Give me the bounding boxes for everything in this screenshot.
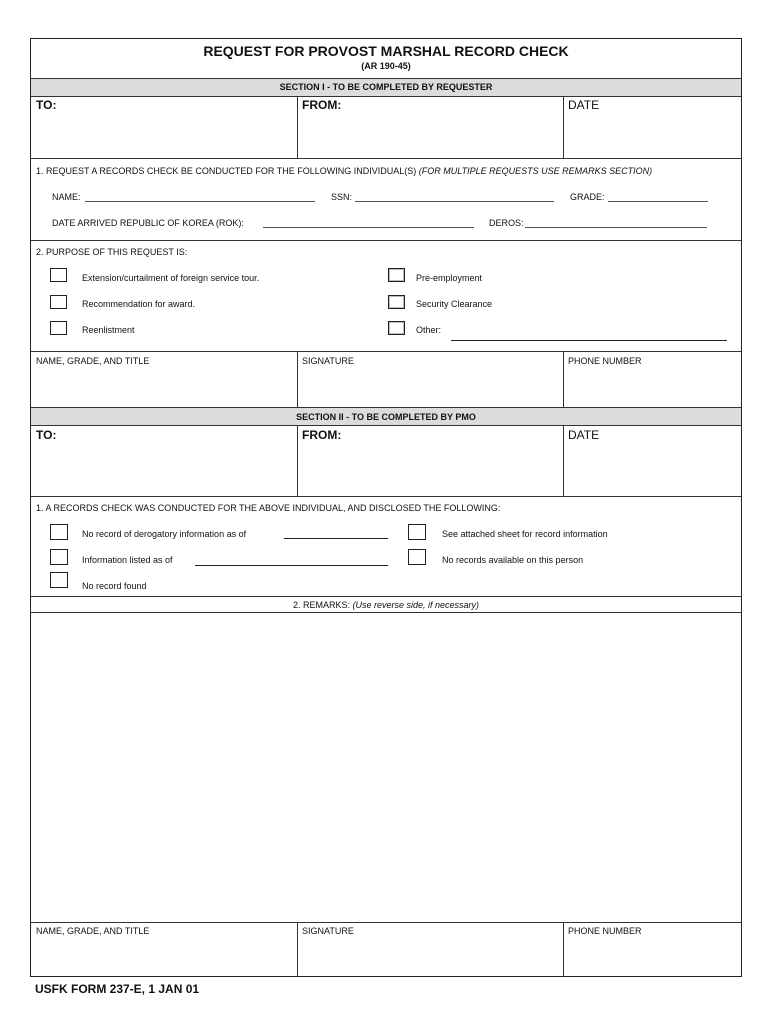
section2-item1-text: 1. A RECORDS CHECK WAS CONDUCTED FOR THE ABOVE INDIVIDUAL, AND DISCLOSED THE FOLLOWING: [36,503,501,513]
section2-from-field[interactable] [298,444,562,495]
section2-date-label: DATE [568,428,600,442]
name-label: NAME: [52,192,81,202]
section1-signature-field[interactable] [298,369,562,406]
no-records-available-checkbox[interactable] [408,549,426,565]
arrived-rok-label: DATE ARRIVED REPUBLIC OF KOREA (ROK): [52,218,244,228]
reenlistment-checkbox[interactable] [50,321,67,335]
section1-to-label: TO: [36,98,57,112]
information-listed-checkbox[interactable] [50,549,68,565]
deros-label: DEROS: [489,218,524,228]
reenlistment-label: Reenlistment [82,325,135,335]
section1-phone-label: PHONE NUMBER [568,356,642,366]
form-id: USFK FORM 237-E, 1 JAN 01 [35,982,200,996]
form-subtitle: (AR 190-45) [361,61,411,71]
section1-item2-text: 2. PURPOSE OF THIS REQUEST IS: [36,247,188,257]
pre-employment-label: Pre-employment [416,273,483,283]
no-derogatory-checkbox[interactable] [50,524,68,540]
section2-heading: SECTION II - TO BE COMPLETED BY PMO [296,412,476,422]
section1-item1-main: 1. REQUEST A RECORDS CHECK BE CONDUCTED FOR THE FOLLOWING INDIVIDUAL(S) [36,166,417,176]
information-listed-date-field[interactable] [195,565,388,566]
grade-field[interactable] [608,201,708,202]
remarks-label: 2. REMARKS: [292,600,350,610]
section1-item1-note: (FOR MULTIPLE REQUESTS USE REMARKS SECTION) [418,166,653,176]
section2-signature-field[interactable] [298,939,562,975]
section1-name-grade-title-label: NAME, GRADE, AND TITLE [36,356,150,366]
section1-to-field[interactable] [31,114,296,157]
remarks-note: (Use reverse side, if necessary) [352,600,480,610]
remarks-heading [31,600,741,610]
name-field[interactable] [85,201,315,202]
section2-phone-label: PHONE NUMBER [568,926,642,936]
no-record-found-label: No record found [82,581,147,591]
no-derogatory-label: No record of derogatory information as of [82,529,247,539]
ssn-label: SSN: [331,192,353,202]
section1-from-field[interactable] [298,114,562,157]
extension-label: Extension/curtailment of foreign service tour. [82,273,260,283]
other-label: Other: [416,325,442,335]
section1-signature-label: SIGNATURE [302,356,354,366]
pre-employment-checkbox[interactable] [388,268,405,282]
deros-field[interactable] [525,227,707,228]
form-title: REQUEST FOR PROVOST MARSHAL RECORD CHECK [203,43,569,59]
no-derogatory-date-field[interactable] [284,538,388,539]
section1-date-field[interactable] [564,114,740,157]
information-listed-label: Information listed as of [82,555,173,565]
other-field[interactable] [451,340,727,341]
security-clearance-label: Security Clearance [416,299,493,309]
section1-item1-text [36,166,652,176]
arrived-rok-field[interactable] [263,227,474,228]
section1-phone-field[interactable] [564,369,740,406]
section2-date-field[interactable] [564,444,740,495]
ssn-field[interactable] [355,201,554,202]
section2-from-label: FROM: [302,428,342,442]
see-attached-label: See attached sheet for record information [442,529,608,539]
section2-name-grade-title-field[interactable] [31,939,296,975]
award-label: Recommendation for award. [82,299,196,309]
section1-name-grade-title-field[interactable] [31,369,296,406]
extension-checkbox[interactable] [50,268,67,282]
security-clearance-checkbox[interactable] [388,295,405,309]
section2-to-field[interactable] [31,444,296,495]
section2-to-label: TO: [36,428,57,442]
no-records-available-label: No records available on this person [442,555,584,565]
grade-label: GRADE: [570,192,605,202]
award-checkbox[interactable] [50,295,67,309]
section1-from-label: FROM: [302,98,342,112]
remarks-field[interactable] [31,613,741,921]
other-checkbox[interactable] [388,321,405,335]
no-record-found-checkbox[interactable] [50,572,68,588]
section1-heading: SECTION I - TO BE COMPLETED BY REQUESTER [279,82,493,92]
section2-name-grade-title-label: NAME, GRADE, AND TITLE [36,926,150,936]
see-attached-checkbox[interactable] [408,524,426,540]
section2-phone-field[interactable] [564,939,740,975]
section1-date-label: DATE [568,98,600,112]
section2-signature-label: SIGNATURE [302,926,354,936]
